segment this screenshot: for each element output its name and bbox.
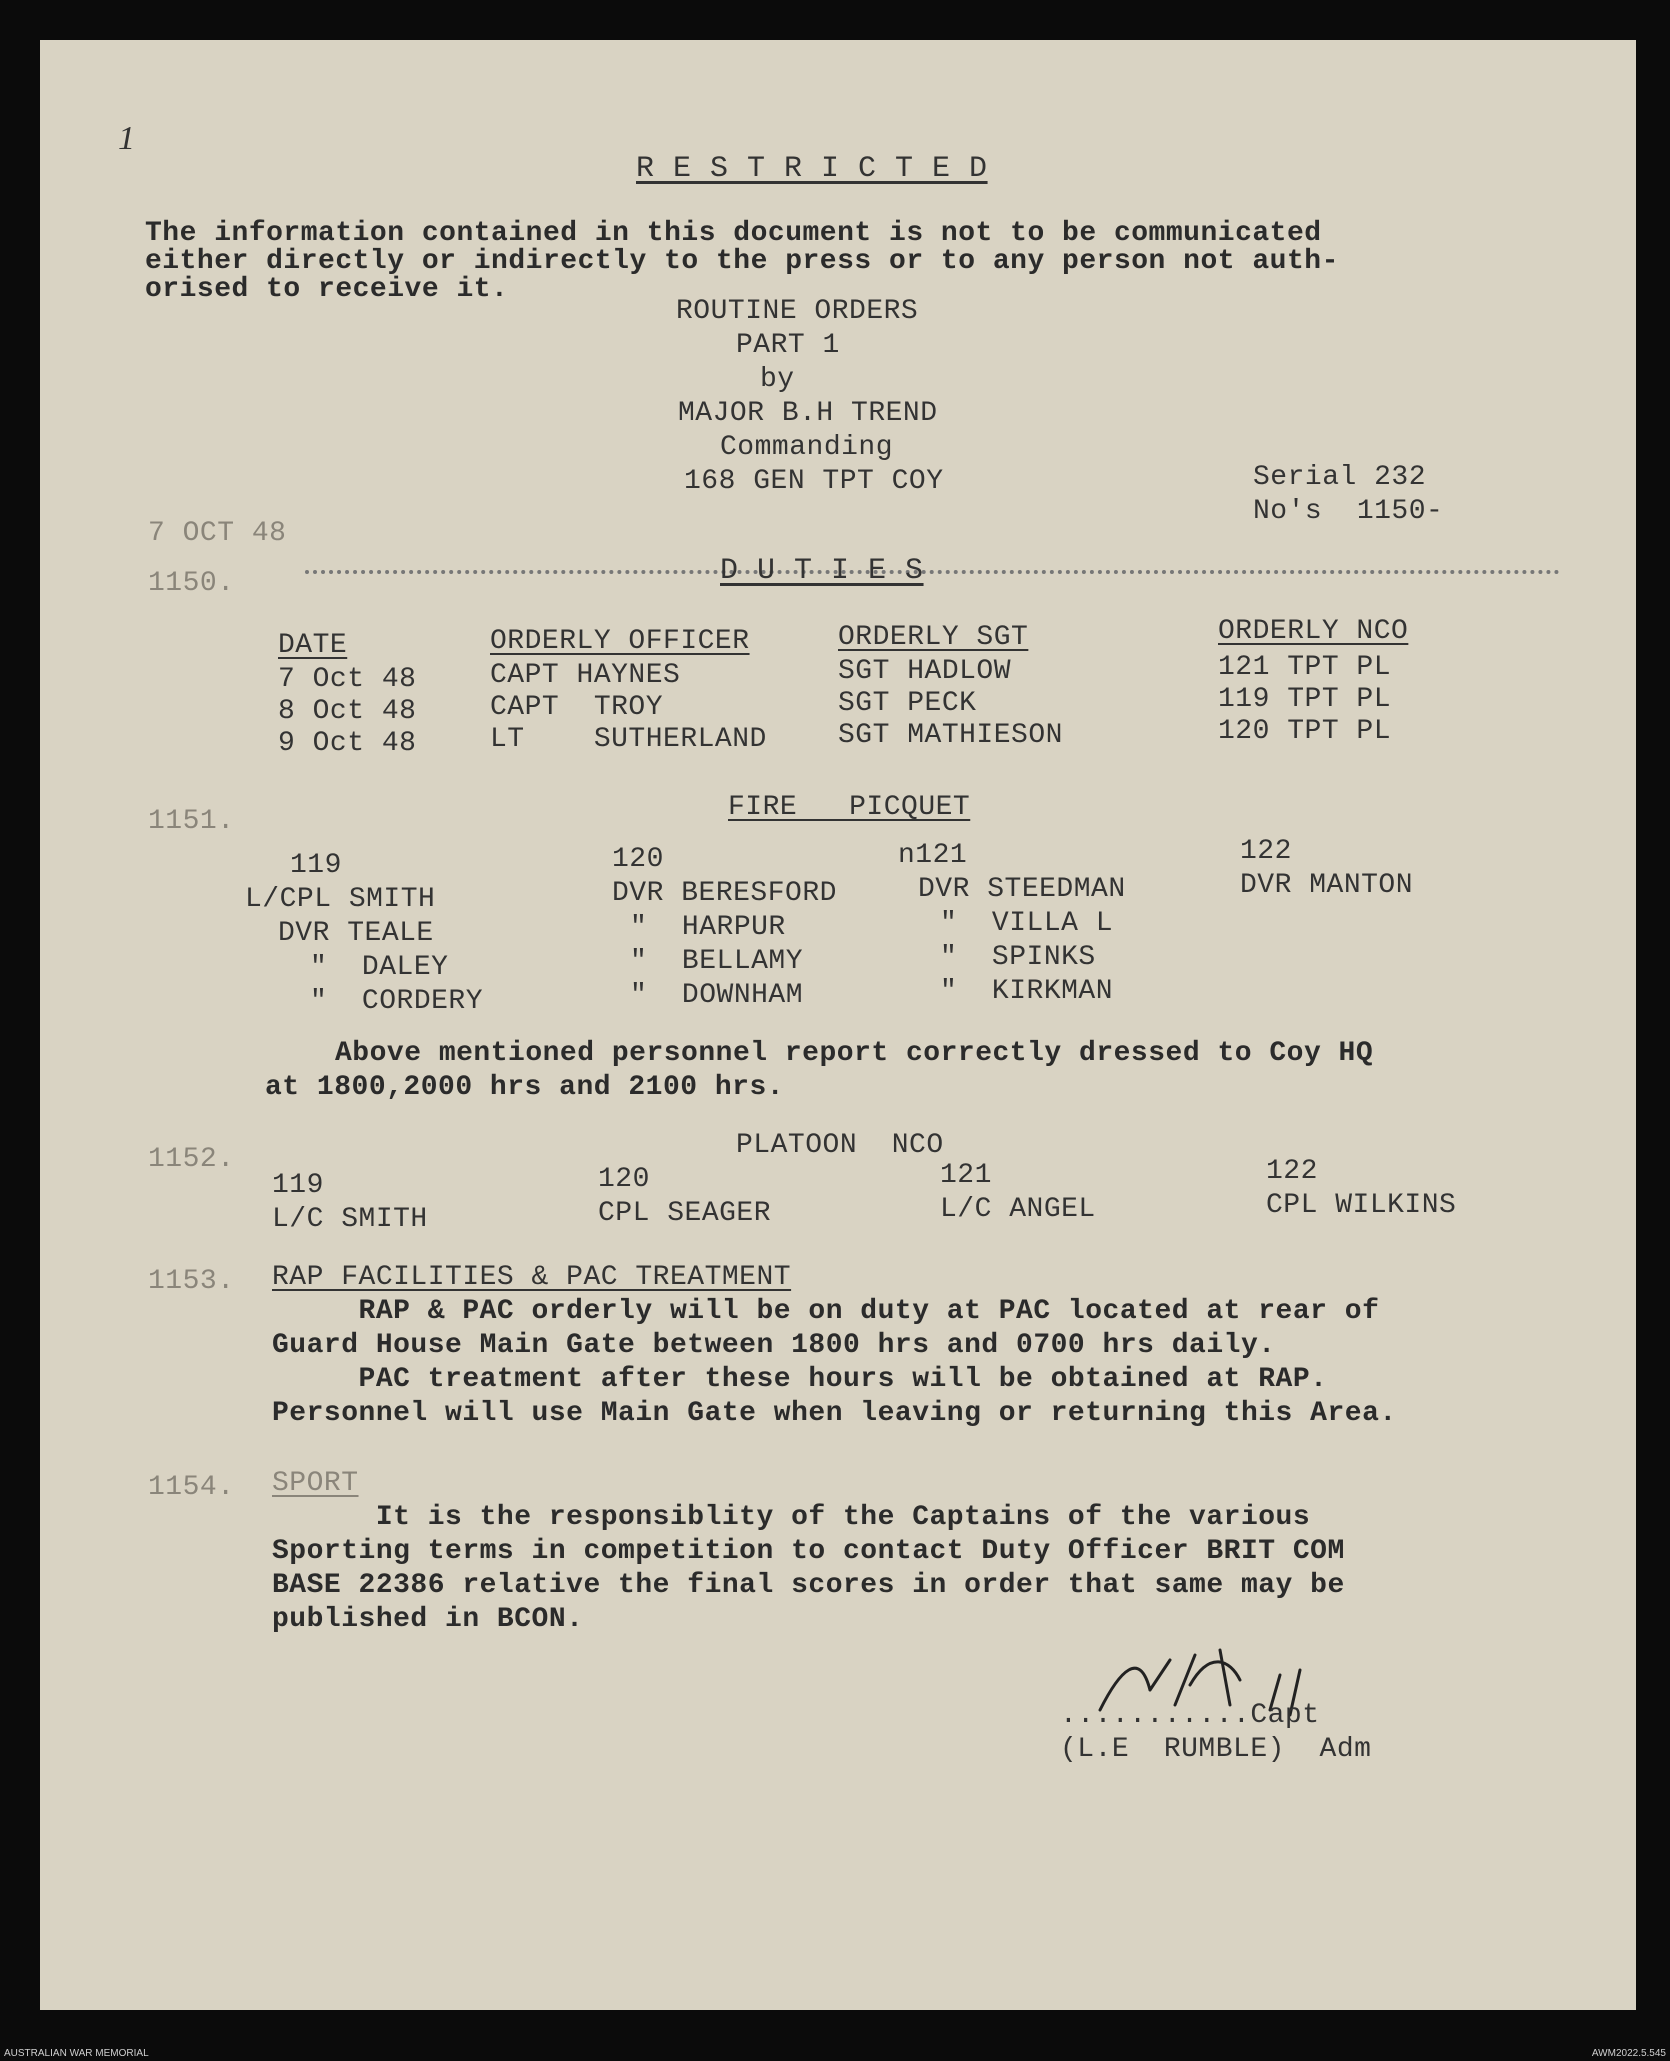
- col-header-orderly-sgt: ORDERLY SGT: [838, 622, 1029, 653]
- picquet-member: " SPINKS: [940, 942, 1096, 973]
- sport-line-2: Sporting terms in competition to contact Duty Officer BRIT COM: [272, 1536, 1345, 1567]
- section-title-duties: D U T I E S: [720, 554, 924, 588]
- section-number-1152: 1152.: [148, 1144, 235, 1175]
- duty-date-cell: 7 Oct 48: [278, 664, 417, 695]
- nco-name: L/C ANGEL: [940, 1194, 1096, 1225]
- heading-major: MAJOR B.H TREND: [678, 398, 938, 429]
- duty-officer-cell: LT SUTHERLAND: [490, 724, 767, 755]
- section-title-rap-facilities: RAP FACILITIES & PAC TREATMENT: [272, 1262, 792, 1293]
- rap-line-3: PAC treatment after these hours will be obtained at RAP.: [272, 1364, 1328, 1395]
- section-number-1151: 1151.: [148, 806, 235, 837]
- heading-unit: 168 GEN TPT COY: [684, 466, 944, 497]
- picquet-member: " VILLA L: [940, 908, 1114, 939]
- picquet-platoon-number: n121: [898, 840, 968, 871]
- sport-line-1: It is the responsiblity of the Captains of the various: [272, 1502, 1311, 1533]
- heading-commanding: Commanding: [720, 432, 894, 463]
- nco-platoon-number: 120: [598, 1164, 650, 1195]
- duty-officer-cell: CAPT TROY: [490, 692, 664, 723]
- classification-heading: R E S T R I C T E D: [636, 152, 988, 186]
- picquet-member: DVR TEALE: [278, 918, 434, 949]
- picquet-member: " DOWNHAM: [630, 980, 804, 1011]
- signature-name-line: (L.E RUMBLE) Adm: [1060, 1734, 1372, 1765]
- picquet-platoon-number: 119: [290, 850, 342, 881]
- duty-nco-cell: 121 TPT PL: [1218, 652, 1392, 683]
- nco-name: CPL SEAGER: [598, 1198, 772, 1229]
- picquet-platoon-number: 122: [1240, 836, 1292, 867]
- order-numbers: No's 1150-: [1253, 496, 1444, 527]
- sport-line-3: BASE 22386 relative the final scores in order that same may be: [272, 1570, 1345, 1601]
- date-stamp: 7 OCT 48: [148, 518, 287, 549]
- duty-sgt-cell: SGT HADLOW: [838, 656, 1012, 687]
- picquet-member: " CORDERY: [310, 986, 484, 1017]
- duty-sgt-cell: SGT MATHIESON: [838, 720, 1063, 751]
- heading-routine-orders: ROUTINE ORDERS: [676, 296, 919, 327]
- duty-officer-cell: CAPT HAYNES: [490, 660, 681, 691]
- picquet-member: L/CPL SMITH: [245, 884, 436, 915]
- section-title-fire-picquet: FIRE PICQUET: [728, 792, 971, 823]
- picquet-platoon-number: 120: [612, 844, 664, 875]
- picquet-member: " DALEY: [310, 952, 449, 983]
- section-title-sport: SPORT: [272, 1468, 359, 1499]
- rap-line-4: Personnel will use Main Gate when leaving or returning this Area.: [272, 1398, 1397, 1429]
- nco-name: CPL WILKINS: [1266, 1190, 1457, 1221]
- warning-line-3: orised to receive it.: [145, 274, 509, 305]
- nco-platoon-number: 122: [1266, 1156, 1318, 1187]
- section-number-1154: 1154.: [148, 1472, 235, 1503]
- section-number-1150: 1150.: [148, 568, 235, 599]
- page-mark: 1: [118, 120, 136, 157]
- picquet-member: DVR MANTON: [1240, 870, 1414, 901]
- signature-capt-line: ...........Capt: [1060, 1700, 1320, 1731]
- section-title-platoon-nco: PLATOON NCO: [736, 1130, 944, 1161]
- nco-platoon-number: 121: [940, 1160, 992, 1191]
- picquet-member: DVR STEEDMAN: [918, 874, 1126, 905]
- col-header-orderly-officer: ORDERLY OFFICER: [490, 626, 750, 657]
- heading-part: PART 1: [736, 330, 840, 361]
- duty-sgt-cell: SGT PECK: [838, 688, 977, 719]
- picquet-member: DVR BERESFORD: [612, 878, 837, 909]
- picquet-member: " HARPUR: [630, 912, 786, 943]
- nco-platoon-number: 119: [272, 1170, 324, 1201]
- picquet-note-line-2: at 1800,2000 hrs and 2100 hrs.: [265, 1072, 785, 1103]
- duty-nco-cell: 119 TPT PL: [1218, 684, 1392, 715]
- heading-by: by: [760, 364, 795, 395]
- serial-number: Serial 232: [1253, 462, 1427, 493]
- duty-date-cell: 9 Oct 48: [278, 728, 417, 759]
- document-page: [40, 40, 1636, 2010]
- warning-line-1: The information contained in this document is not to be communicated: [145, 218, 1322, 249]
- duty-nco-cell: 120 TPT PL: [1218, 716, 1392, 747]
- section-number-1153: 1153.: [148, 1266, 235, 1297]
- rap-line-1: RAP & PAC orderly will be on duty at PAC located at rear of: [272, 1296, 1380, 1327]
- nco-name: L/C SMITH: [272, 1204, 428, 1235]
- sport-line-4: published in BCON.: [272, 1604, 584, 1635]
- col-header-orderly-nco: ORDERLY NCO: [1218, 616, 1409, 647]
- picquet-note-line-1: Above mentioned personnel report correctly dressed to Coy HQ: [335, 1038, 1374, 1069]
- footer-left-credit: AUSTRALIAN WAR MEMORIAL: [4, 2048, 149, 2059]
- dotted-divider: [305, 570, 1560, 574]
- picquet-member: " KIRKMAN: [940, 976, 1114, 1007]
- picquet-member: " BELLAMY: [630, 946, 804, 977]
- rap-line-2: Guard House Main Gate between 1800 hrs and 0700 hrs daily.: [272, 1330, 1276, 1361]
- footer-right-reference: AWM2022.5.545: [1591, 2048, 1666, 2059]
- warning-line-2: either directly or indirectly to the press or to any person not auth-: [145, 246, 1339, 277]
- duty-date-cell: 8 Oct 48: [278, 696, 417, 727]
- col-header-date: DATE: [278, 630, 348, 661]
